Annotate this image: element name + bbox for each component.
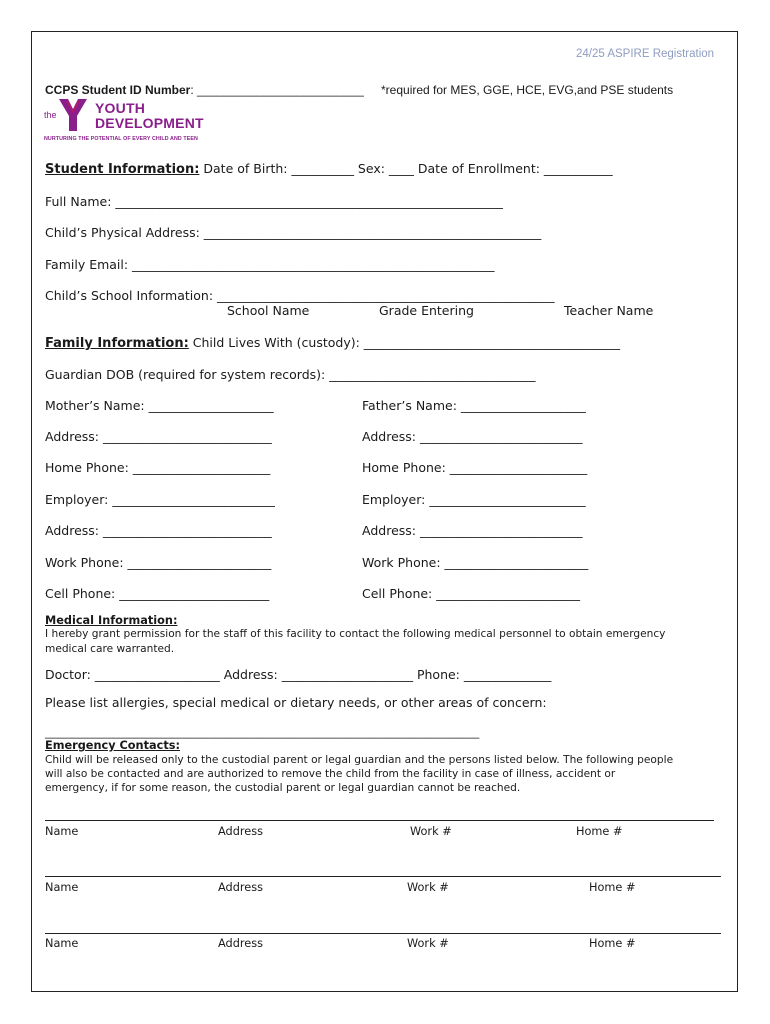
custody-field[interactable]: Child Lives With (custody): _________________________________________ [188,335,621,350]
registration-title: 24/25 ASPIRE Registration [576,48,715,60]
family-info-heading: Family Information: [45,336,189,351]
contact-3-home-caption: Home # [589,937,636,950]
y-logo-icon [58,98,88,132]
physical-address-field[interactable]: Child’s Physical Address: ______________________________________________________ [45,225,542,240]
contact-1-home-caption: Home # [576,825,623,838]
father-work-phone-field[interactable]: Work Phone: _______________________ [362,555,589,570]
logo-youth: YOUTH [95,100,145,116]
student-id-row [45,83,364,97]
student-info-row [45,161,613,177]
school-info-field[interactable]: Child’s School Information: ______________________________________________________ [45,288,555,303]
father-cell-phone-field[interactable]: Cell Phone: _______________________ [362,586,580,601]
contact-2-address-caption: Address [218,881,263,894]
family-email-field[interactable]: Family Email: __________________________________________________________ [45,257,495,272]
contact-2-signature-line[interactable] [45,876,721,877]
contact-1-work-caption: Work # [410,825,452,838]
father-address-field[interactable]: Address: __________________________ [362,429,583,444]
contact-1-signature-line[interactable] [45,820,714,821]
contact-3-address-caption: Address [218,937,263,950]
emergency-text-line1: Child will be released only to the custodial parent or legal guardian and the persons listed below. The following people [45,754,674,766]
ymca-logo [44,98,204,146]
student-id-label: CCPS Student ID Number [45,83,191,97]
contact-3-name-caption: Name [45,937,79,950]
contact-3-signature-line[interactable] [45,933,721,934]
logo-tagline: NURTURING THE POTENTIAL OF EVERY CHILD AND TEEN [44,136,198,142]
mother-cell-phone-field[interactable]: Cell Phone: ________________________ [45,586,270,601]
doctor-line-field[interactable]: Doctor: ____________________ Address: _____________________ Phone: ______________ [45,667,552,682]
contact-2-work-caption: Work # [407,881,449,894]
contact-1-address-caption: Address [218,825,263,838]
father-employer-field[interactable]: Employer: _________________________ [362,492,586,507]
grade-entering-caption: Grade Entering [379,303,474,318]
logo-development: DEVELOPMENT [95,115,204,131]
mother-address-field[interactable]: Address: ___________________________ [45,429,272,444]
medical-info-heading: Medical Information: [45,614,178,627]
mother-employer-field[interactable]: Employer: __________________________ [45,492,275,507]
mother-work-phone-field[interactable]: Work Phone: _______________________ [45,555,272,570]
dob-sex-enrollment-fields[interactable]: Date of Birth: __________ Sex: ____ Date of Enrollment: ___________ [199,161,613,176]
emergency-contacts-heading: Emergency Contacts: [45,739,180,752]
contact-1-name-caption: Name [45,825,79,838]
mother-employer-address-field[interactable]: Address: ___________________________ [45,523,272,538]
father-home-phone-field[interactable]: Home Phone: ______________________ [362,460,588,475]
full-name-field[interactable]: Full Name: ______________________________________________________________ [45,194,503,209]
student-info-heading: Student Information: [45,162,200,177]
father-employer-address-field[interactable]: Address: __________________________ [362,523,583,538]
medical-permission-line1: I hereby grant permission for the staff of this facility to contact the following medical personnel to obtain emergency [45,628,666,640]
contact-2-name-caption: Name [45,881,79,894]
contact-3-work-caption: Work # [407,937,449,950]
contact-2-home-caption: Home # [589,881,636,894]
guardian-dob-field[interactable]: Guardian DOB (required for system records): _________________________________ [45,367,536,382]
teacher-name-caption: Teacher Name [564,303,654,318]
mothers-name-field[interactable]: Mother’s Name: ____________________ [45,398,274,413]
student-id-note: *required for MES, GGE, HCE, EVG,and PSE students [381,83,674,97]
medical-permission-line2: medical care warranted. [45,643,175,655]
student-id-blank[interactable]: : _________________________ [190,83,364,97]
allergies-blank[interactable]: __________________________________________________________________________________ [45,727,480,739]
allergies-prompt: Please list allergies, special medical or dietary needs, or other areas of concern: [45,695,547,710]
mother-home-phone-field[interactable]: Home Phone: ______________________ [45,460,271,475]
logo-the: the [44,110,57,120]
school-name-caption: School Name [227,303,310,318]
family-info-row [45,335,620,351]
fathers-name-field[interactable]: Father’s Name: ____________________ [362,398,586,413]
emergency-text-line3: emergency, if for some reason, the custodial parent or legal guardian cannot be reached. [45,782,521,794]
emergency-text-line2: will also be contacted and are authorized to remove the child from the facility in case of illness, accident or [45,768,616,780]
